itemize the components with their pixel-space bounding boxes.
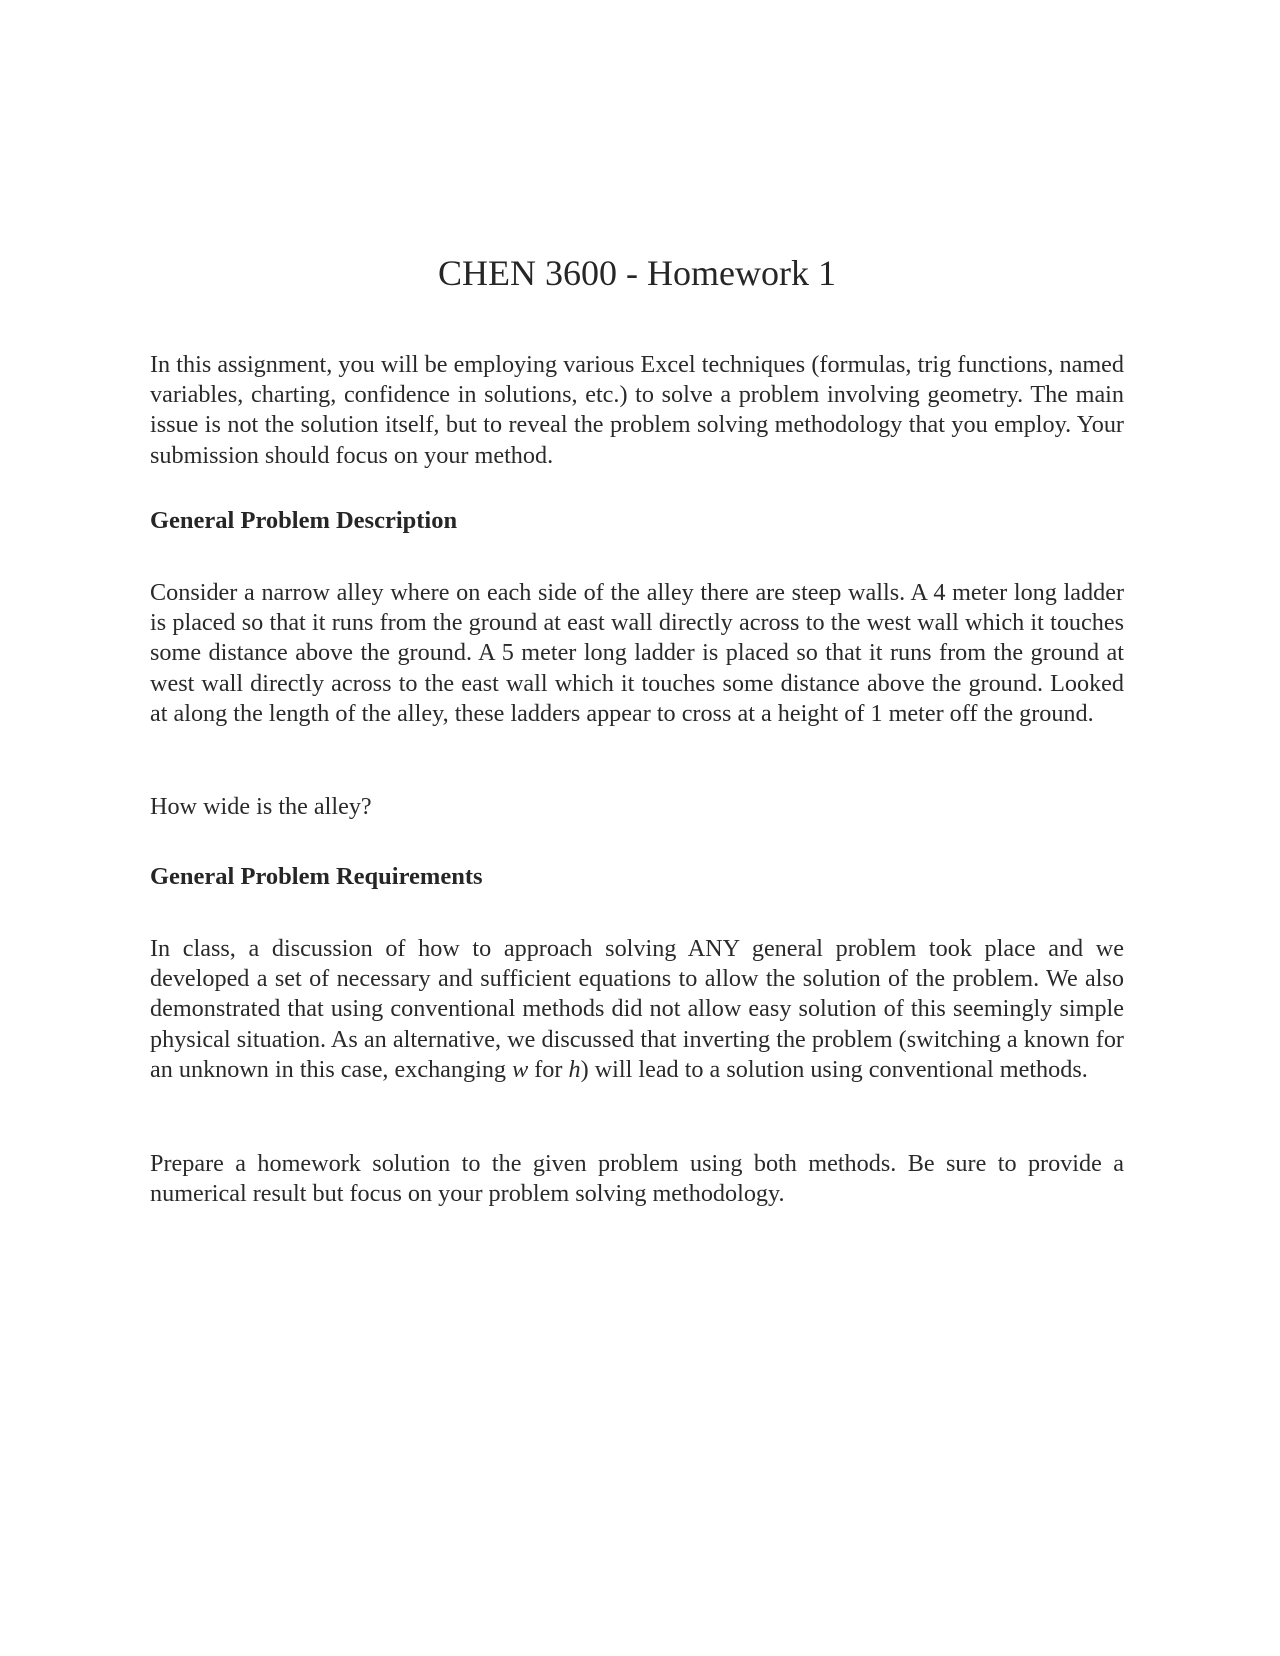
requirements-heading: General Problem Requirements: [150, 863, 483, 890]
description-heading: General Problem Description: [150, 507, 458, 534]
requirements-text-1: In class, a discussion of how to approach solving ANY general problem took place and we developed a set of necessary and sufficient equations to allow the solution of the problem. We also demonstrated that using conventional methods did not allow easy solution of this seemingly simple physical situation. As an alternative, we discussed that inverting the problem (switching a known for an unknown in this case, exchanging: [150, 935, 1124, 1083]
intro-paragraph: In this assignment, you will be employing various Excel techniques (formulas, trig functions, named variables, charting, confidence in solutions, etc.) to solve a problem involving geometry. The main issue is not the solution itself, but to reveal the problem solving methodology that you employ. Your submission should focus on your method.: [150, 351, 1124, 469]
page-title: CHEN 3600 - Homework 1: [438, 253, 836, 293]
description-paragraph: Consider a narrow alley where on each side of the alley there are steep walls. A 4 meter long ladder is placed so that it runs from the ground at east wall directly across to the west wall which it touches some distance above the ground. A 5 meter long ladder is placed so that it runs from the ground at west wall directly across to the east wall which it touches some distance above the ground. Looked at along the length of the alley, these ladders appear to cross at a height of 1 meter off the ground.: [150, 579, 1124, 727]
requirements-paragraph: [150, 934, 1124, 1085]
variable-w: w: [512, 1055, 529, 1083]
closing-paragraph: Prepare a homework solution to the given problem using both methods. Be sure to provide a numerical result but focus on your problem solving methodology.: [150, 1150, 1124, 1208]
variable-h: h: [568, 1055, 581, 1083]
requirements-text-2: for: [534, 1055, 563, 1083]
requirements-text-3: ) will lead to a solution using conventional methods.: [580, 1055, 1088, 1083]
question-paragraph: How wide is the alley?: [150, 793, 372, 820]
